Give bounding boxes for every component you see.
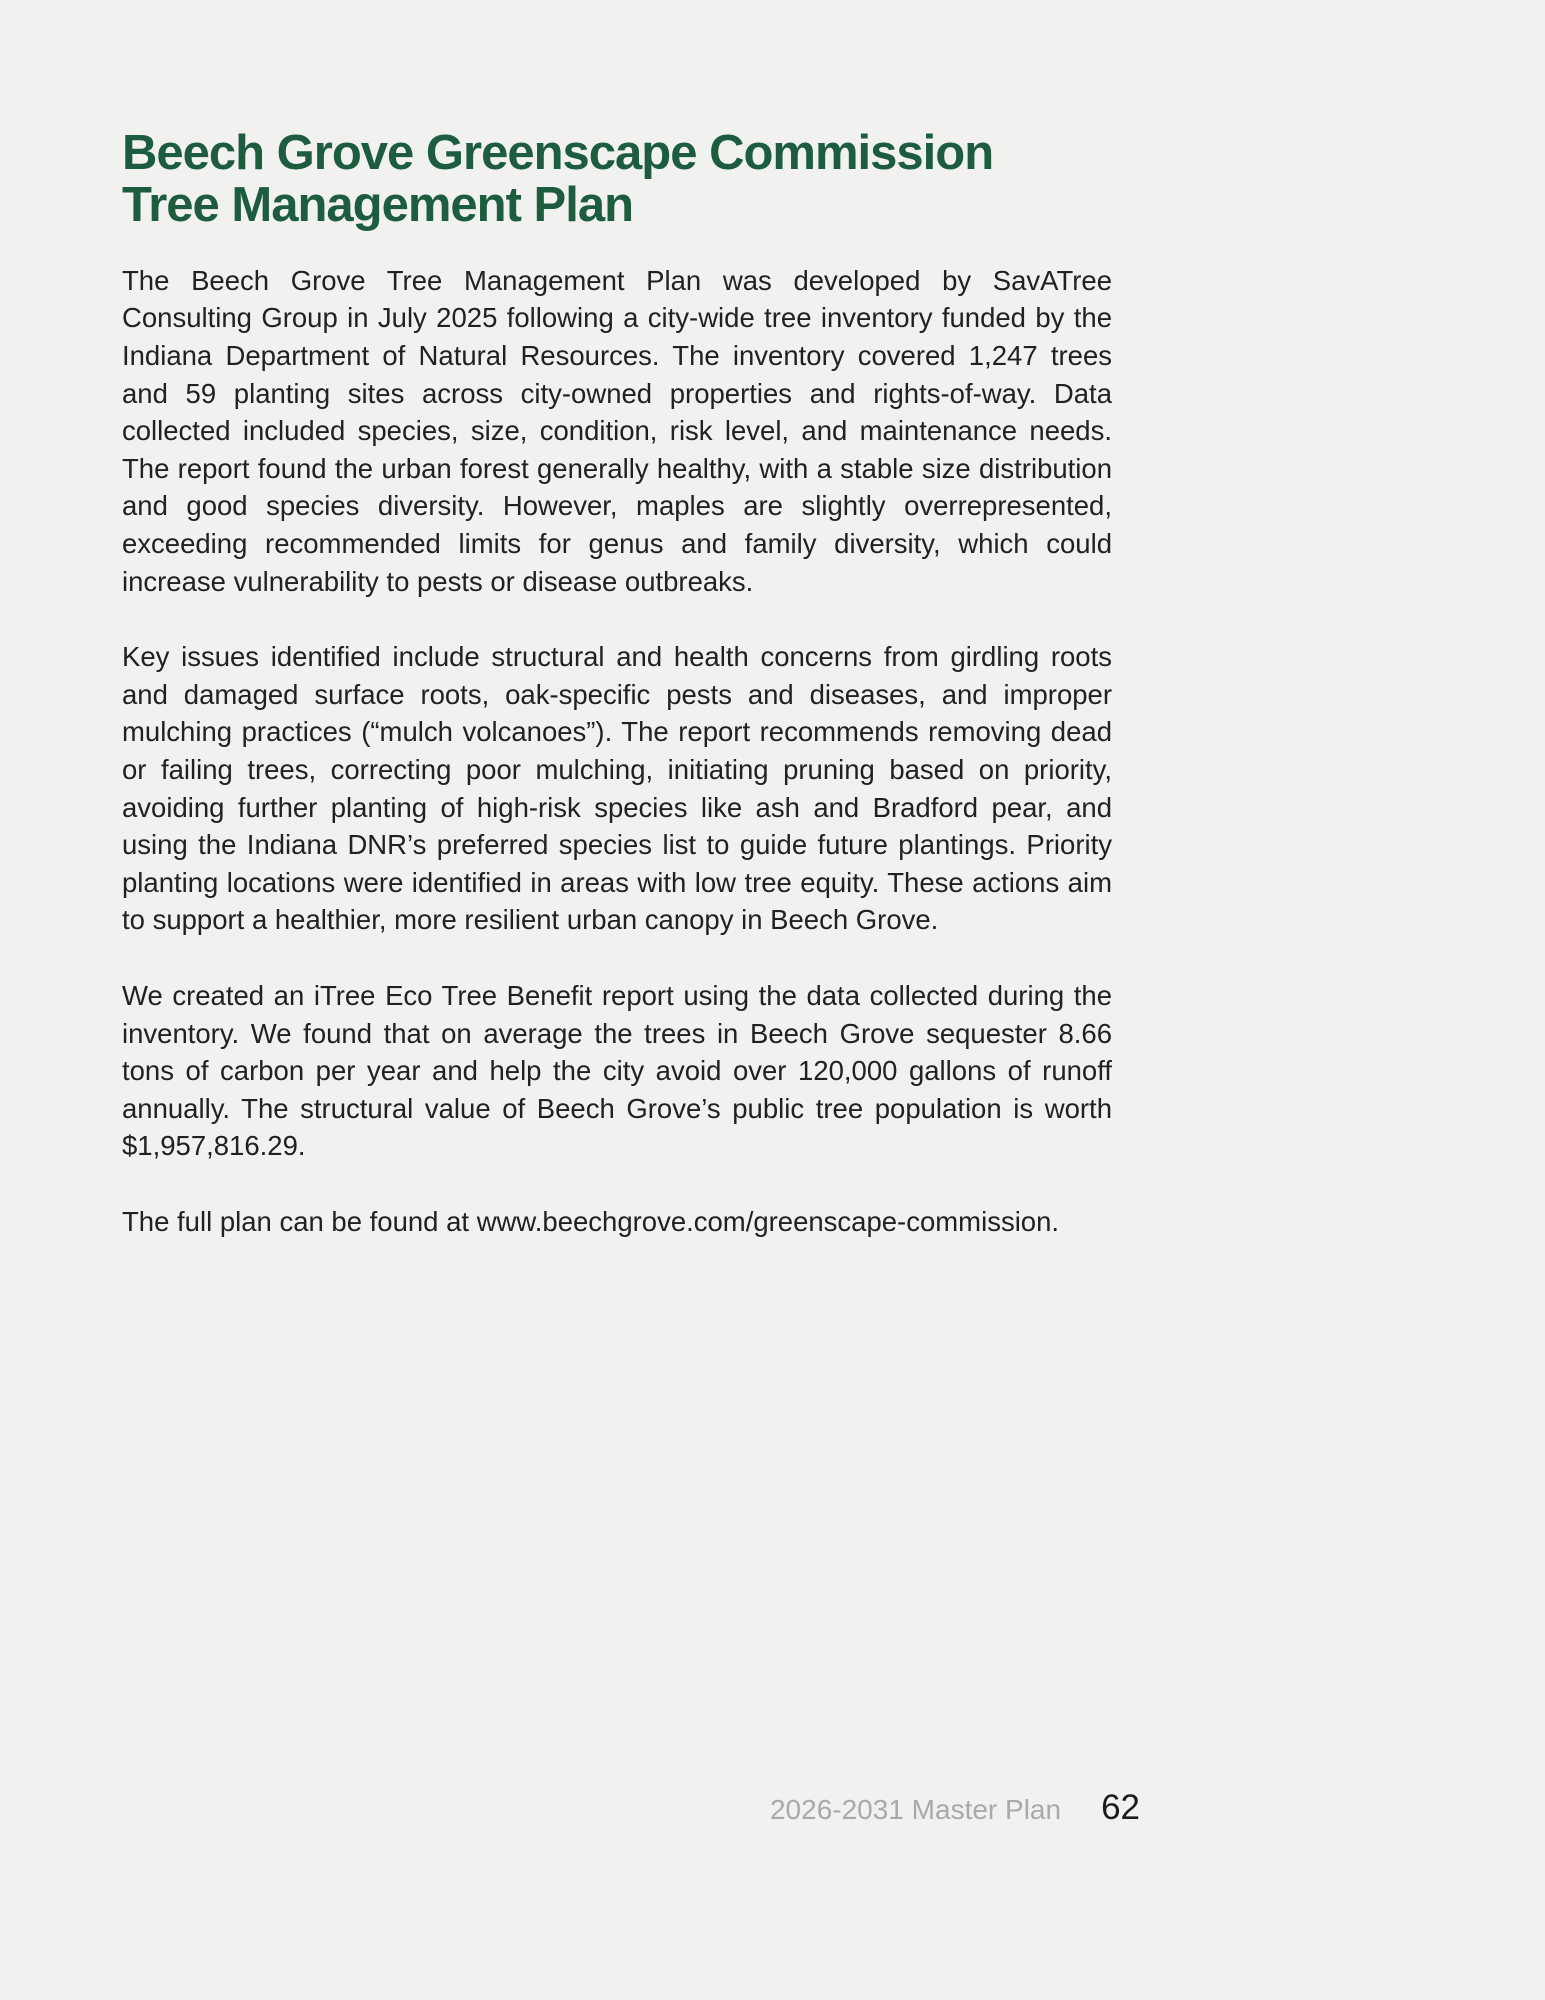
footer-page-number: 62 [1101, 1788, 1140, 1827]
footer-plan-label: 2026-2031 Master Plan [769, 1794, 1062, 1825]
paragraph-full-plan-link: The full plan can be found at www.beechgrove.com/greenscape-commission. [122, 1205, 1060, 1237]
page-title-line1: Beech Grove Greenscape Commission [122, 126, 994, 180]
paragraph-key-issues: Key issues identified include structural and health concerns from girdling roots and damaged surface roots, oak-specific pests and diseases, and improper mulching practices (“mulch volcanoes”). The report recommends removing dead or failing trees, correcting poor mulching, initiating pruning based on priority, avoiding further planting of high-risk species like ash and Bradford pear, and using the Indiana DNR’s preferred species list to guide future plantings. Priority planting locations were identified in areas with low tree equity. These actions aim to support a healthier, more resilient urban canopy in Beech Grove. [122, 641, 1112, 936]
paragraph-itree-benefits: We created an iTree Eco Tree Benefit report using the data collected during the inventory. We found that on average the trees in Beech Grove sequester 8.66 tons of carbon per year and help the city avoid over 120,000 gallons of runoff annually. The structural value of Beech Grove’s public tree population is worth $1,957,816.29. [122, 979, 1112, 1162]
paragraph-overview: The Beech Grove Tree Management Plan was developed by SavATree Consulting Group in July 2025 following a city-wide tree inventory funded by the Indiana Department of Natural Resources. The inventory covered 1,247 trees and 59 planting sites across city-owned properties and rights-of-way. Data collected included species, size, condition, risk level, and maintenance needs. The report found the urban forest generally healthy, with a stable size distribution and good species diversity. However, maples are slightly overrepresented, exceeding recommended limits for genus and family diversity, which could increase vulnerability to pests or disease outbreaks. [122, 264, 1112, 597]
page-content [122, 128, 1112, 1241]
page-footer [122, 1788, 1140, 1828]
page-title-line2: Tree Management Plan [122, 177, 634, 232]
page-title [122, 128, 1112, 232]
